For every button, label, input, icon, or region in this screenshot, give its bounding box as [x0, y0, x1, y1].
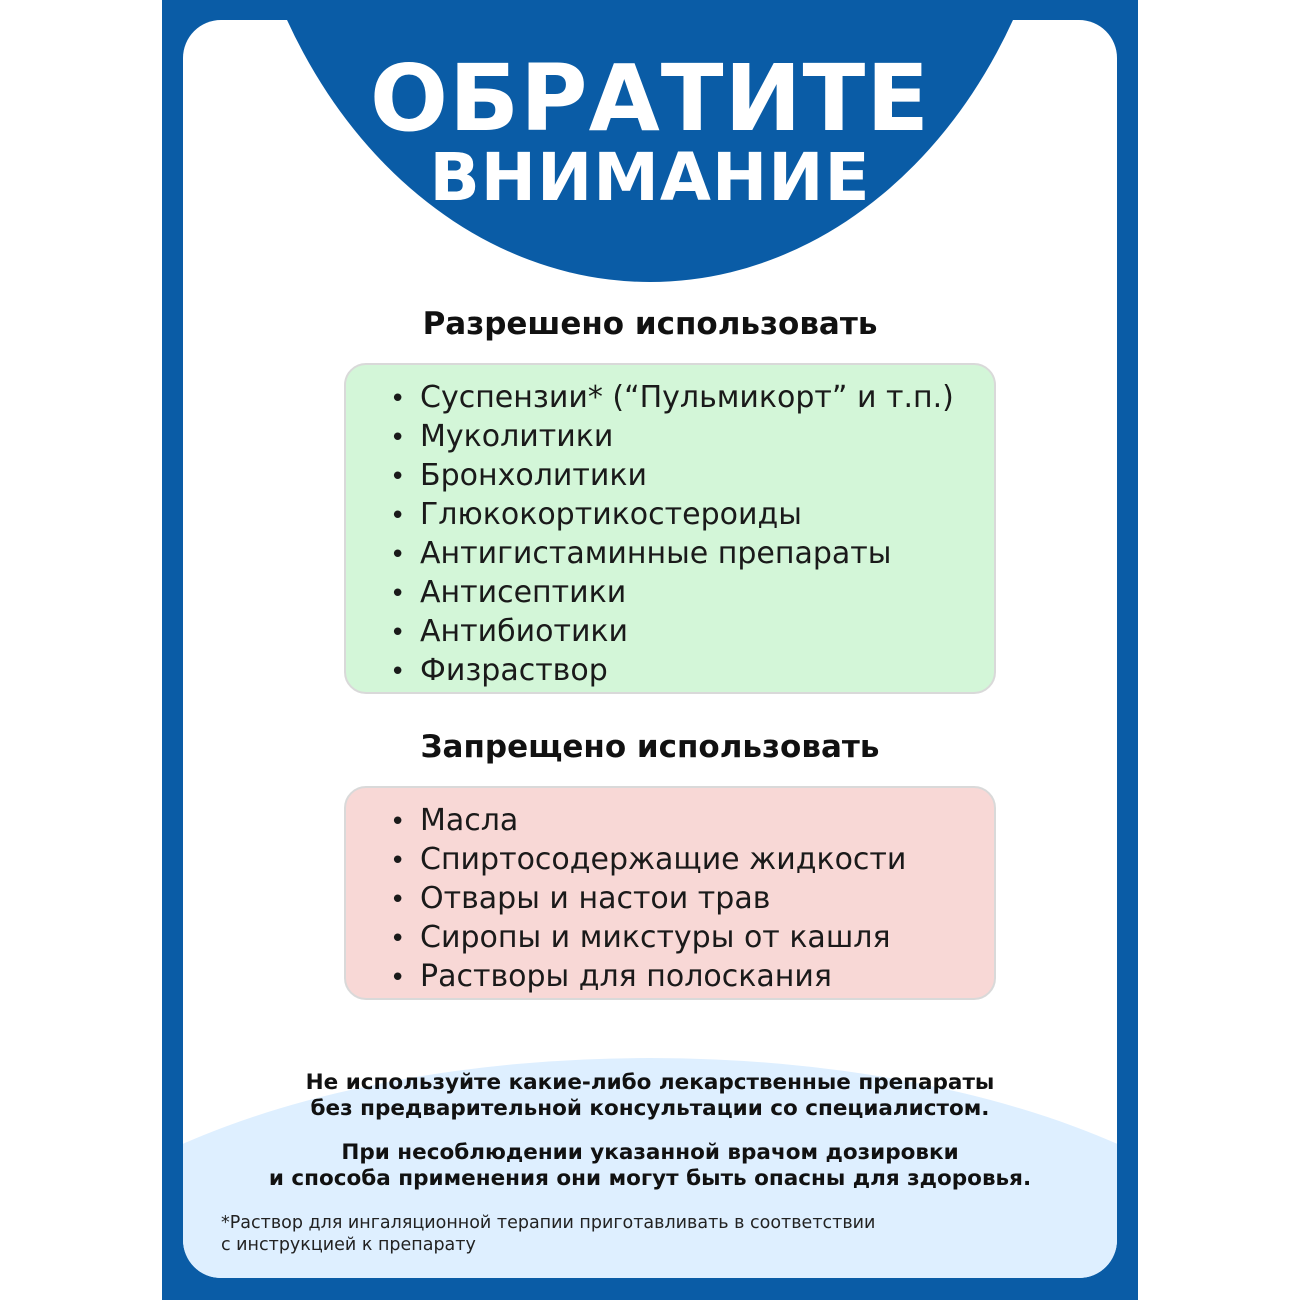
- bullet-icon: •: [390, 501, 406, 531]
- bullet-icon: •: [390, 657, 406, 687]
- bullet-icon: •: [390, 618, 406, 648]
- poster-frame: [162, 0, 1138, 1300]
- forbidden-section-title: Запрещено использовать: [420, 729, 880, 765]
- bullet-icon: •: [390, 423, 406, 453]
- footnote-line1: *Раствор для ингаляционной терапии приготавливать в соответствии: [221, 1213, 876, 1233]
- allowed-list-item: • Антигистаминные препараты: [390, 535, 994, 574]
- allowed-list-item: • Глюкокортикостероиды: [390, 496, 994, 535]
- allowed-list-item: • Суспензии* (“Пульмикорт” и т.п.): [390, 379, 994, 418]
- footnote-line2: с инструкцией к препарату: [221, 1235, 476, 1255]
- forbidden-list-item: • Спиртосодержащие жидкости: [390, 841, 994, 880]
- bullet-icon: •: [390, 579, 406, 609]
- allowed-list-item: • Муколитики: [390, 418, 994, 457]
- bullet-icon: •: [390, 963, 406, 993]
- allowed-list-item: • Бронхолитики: [390, 457, 994, 496]
- forbidden-list-item: • Масла: [390, 802, 994, 841]
- warning-consult-line2: без предварительной консультации со специалистом.: [310, 1096, 990, 1121]
- bullet-icon: •: [390, 924, 406, 954]
- poster-title-line1: ОБРАТИТЕ: [369, 45, 931, 152]
- bullet-icon: •: [390, 885, 406, 915]
- forbidden-list-item: • Растворы для полоскания: [390, 958, 994, 997]
- bullet-icon: •: [390, 846, 406, 876]
- allowed-list-item: • Физраствор: [390, 652, 994, 691]
- footnote: [221, 1212, 1081, 1256]
- allowed-section-title: Разрешено использовать: [422, 306, 878, 342]
- allowed-list-box: [344, 363, 996, 694]
- forbidden-list-box: [344, 786, 996, 1000]
- bullet-icon: •: [390, 540, 406, 570]
- forbidden-list: [346, 788, 994, 997]
- allowed-list-item: • Антисептики: [390, 574, 994, 613]
- bullet-icon: •: [390, 807, 406, 837]
- bullet-icon: •: [390, 462, 406, 492]
- bullet-icon: •: [390, 384, 406, 414]
- allowed-list-item: • Антибиотики: [390, 613, 994, 652]
- warning-consult-line1: Не используйте какие-либо лекарственные препараты: [305, 1070, 995, 1095]
- poster-panel: [183, 20, 1117, 1278]
- warning-dosage-line1: При несоблюдении указанной врачом дозировки: [341, 1140, 959, 1165]
- warning-dosage-line2: и способа применения они могут быть опасны для здоровья.: [268, 1166, 1032, 1191]
- allowed-list: [346, 365, 994, 691]
- forbidden-list-item: • Отвары и настои трав: [390, 880, 994, 919]
- forbidden-list-item: • Сиропы и микстуры от кашля: [390, 919, 994, 958]
- poster-title-line2: ВНИМАНИЕ: [429, 139, 871, 216]
